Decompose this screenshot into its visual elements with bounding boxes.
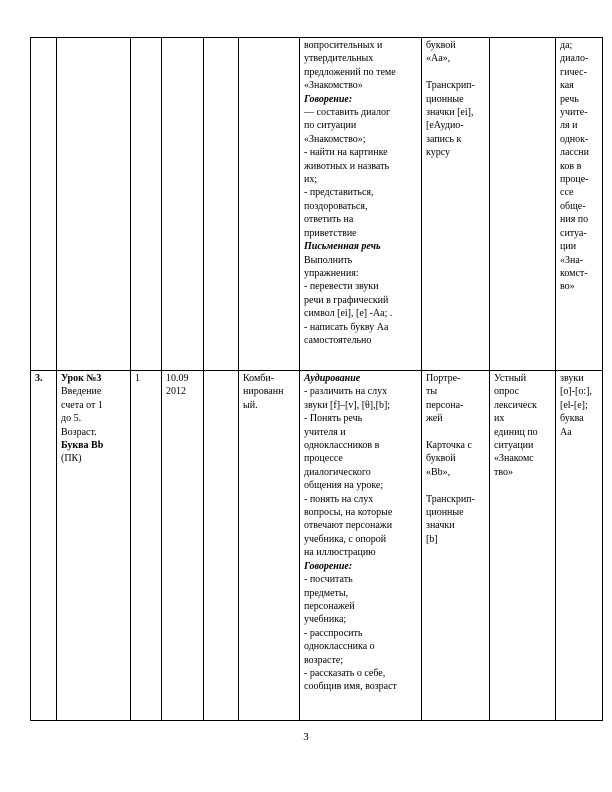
text-line: диалогического: [304, 466, 371, 478]
text-line: Карточка с: [426, 440, 472, 452]
text-line: ния по: [560, 214, 589, 226]
date-line: 2012: [166, 386, 186, 398]
text-line: ты: [426, 386, 438, 398]
text-line: во»: [560, 281, 575, 293]
cell-correction: [204, 38, 239, 371]
text-line: значки: [426, 520, 455, 532]
text-line: Введение: [61, 386, 102, 398]
text-line: звуки: [560, 373, 584, 384]
text-line: отвечают персонажи: [304, 520, 393, 532]
text-line: упражнения:: [304, 267, 359, 279]
text-line: - перевести звуки: [304, 281, 379, 293]
date-line: 10.09: [166, 373, 189, 384]
text-line: учебника;: [304, 614, 347, 626]
text-line: буквой: [426, 40, 456, 51]
cell-date: [162, 38, 204, 371]
text-line: ции: [560, 241, 577, 253]
cell-topic: [57, 38, 131, 371]
text-line: лексическ: [494, 399, 537, 411]
text-line: Урок №3: [61, 373, 102, 384]
text-line: да;: [560, 40, 573, 51]
text-line: учите-: [560, 107, 588, 119]
text-line: общения на уроке;: [304, 480, 384, 492]
text-line: ля и: [560, 120, 578, 132]
text-line: кая: [560, 80, 574, 92]
text-line: ответить на: [304, 214, 354, 226]
cell-materials: [422, 38, 490, 371]
text-line: возрасте;: [304, 654, 344, 666]
cell-hours: [131, 371, 162, 721]
text-line: - посчитать: [304, 574, 353, 586]
text-line: их;: [304, 174, 318, 186]
text-line: Комби-: [243, 373, 275, 384]
text-line: предметы,: [304, 587, 349, 599]
text-line: нированн: [243, 386, 284, 398]
text-line: персонажей: [304, 600, 355, 612]
text-line: жей: [426, 413, 443, 425]
text-line: одноклассников в: [304, 440, 380, 452]
cell-number: [31, 38, 57, 371]
text-line: счета от 1: [61, 399, 103, 411]
text-line: звуки [f]–[v], [θ],[b];: [304, 399, 391, 411]
text-line: значки [ei],: [426, 107, 474, 119]
text-line: «Знакомство»: [304, 80, 363, 92]
text-line: - написать букву Aa: [304, 321, 389, 333]
text-line: ционные: [426, 507, 464, 519]
text-line: «Bb»,: [426, 466, 451, 478]
cell-activities: [300, 38, 422, 371]
text-line: [b]: [426, 533, 438, 545]
text-line: проце-: [560, 174, 589, 186]
cell-hours: [131, 38, 162, 371]
text-line: [o]-[o:],: [560, 386, 592, 398]
text-line: обще-: [560, 200, 586, 212]
text-line: гичес-: [560, 66, 587, 78]
text-line: - различить на слух: [304, 386, 388, 398]
text-line: ситуа-: [560, 227, 587, 239]
text-line: — составить диалог: [304, 107, 391, 119]
text-line: ый.: [243, 399, 258, 411]
text-line: [426, 479, 485, 492]
lesson-number: 3.: [35, 373, 43, 384]
text-line: вопросы, на которые: [304, 507, 393, 519]
text-line: Буква Bb: [61, 440, 104, 452]
text-line: курсу: [426, 147, 451, 159]
text-line: сообщив имя, возраст: [304, 681, 397, 693]
text-line: комст-: [560, 267, 588, 279]
hours-value: 1: [135, 373, 140, 384]
text-line: (ПК): [61, 453, 82, 465]
text-line: Говорение:: [304, 93, 353, 105]
text-line: «Aa»,: [426, 53, 451, 65]
text-line: Транскрип-: [426, 493, 475, 505]
cell-activities: [300, 371, 422, 721]
text-line: по ситуации: [304, 120, 357, 132]
table-row-continuation: [31, 38, 603, 371]
text-line: однок-: [560, 133, 589, 145]
text-line: диало-: [560, 53, 589, 65]
text-line: до 5.: [61, 413, 82, 425]
text-line: Говорение:: [304, 560, 353, 572]
text-line: Aa: [560, 426, 572, 438]
text-line: [426, 426, 485, 439]
cell-lesson-type: [239, 38, 300, 371]
text-line: на иллюстрацию: [304, 547, 376, 559]
text-line: Выполнить: [304, 254, 353, 266]
cell-topic: [57, 371, 131, 721]
text-line: «Знакомс: [494, 453, 534, 465]
cell-control: [490, 371, 556, 721]
cell-date: [162, 371, 204, 721]
text-line: единиц по: [494, 426, 538, 438]
page-number: 3: [303, 731, 309, 743]
text-line: лассни: [560, 147, 590, 159]
cell-materials: [422, 371, 490, 721]
text-line: запись к: [426, 133, 462, 145]
table-row-lesson-3: [31, 371, 603, 721]
text-line: процессе: [304, 453, 343, 465]
text-line: символ [ei], [e] -Aa; .: [304, 308, 393, 320]
text-line: учебника, с опорой: [304, 533, 387, 545]
text-line: ссе: [560, 187, 574, 199]
text-line: Аудирование: [304, 373, 361, 384]
text-line: поздороваться,: [304, 200, 368, 212]
text-line: - найти на картинке: [304, 147, 388, 159]
cell-correction: [204, 371, 239, 721]
text-line: Письменная речь: [304, 241, 381, 253]
text-line: - представиться,: [304, 187, 374, 199]
text-line: [eАудио-: [426, 120, 464, 132]
cell-results: [556, 38, 603, 371]
text-line: «Зна-: [560, 254, 584, 266]
text-line: Устный: [494, 373, 527, 384]
text-line: - рассказать о себе,: [304, 667, 386, 679]
text-line: вопросительных и: [304, 40, 383, 51]
text-line: самостоятельно: [304, 334, 372, 346]
text-line: ситуации: [494, 440, 534, 452]
text-line: предложений по теме: [304, 66, 396, 78]
text-line: речь: [560, 93, 579, 105]
text-line: [426, 66, 485, 79]
text-line: речи в графический: [304, 294, 389, 306]
text-line: одноклассника о: [304, 641, 375, 653]
text-line: Портре-: [426, 373, 461, 384]
text-line: тво»: [494, 466, 514, 478]
cell-number: [31, 371, 57, 721]
text-line: Транскрип-: [426, 80, 475, 92]
text-line: «Знакомство»;: [304, 133, 366, 145]
text-line: Возраст.: [61, 426, 97, 438]
text-line: - расспросить: [304, 627, 363, 639]
text-line: опрос: [494, 386, 520, 398]
text-line: учителя и: [304, 426, 346, 438]
text-line: их: [494, 413, 505, 425]
text-line: - понять на слух: [304, 493, 374, 505]
text-line: персона-: [426, 399, 464, 411]
lesson-plan-table: [30, 37, 603, 721]
cell-control: [490, 38, 556, 371]
text-line: ков в: [560, 160, 582, 172]
text-line: - Понять речь: [304, 413, 363, 425]
text-line: утвердительных: [304, 53, 374, 65]
text-line: животных и назвать: [304, 160, 390, 172]
text-line: приветствие: [304, 227, 357, 239]
text-line: буква: [560, 413, 584, 425]
cell-results: [556, 371, 603, 721]
text-line: ционные: [426, 93, 464, 105]
text-line: буквой: [426, 453, 456, 465]
text-line: [el-[e];: [560, 399, 588, 411]
cell-lesson-type: [239, 371, 300, 721]
